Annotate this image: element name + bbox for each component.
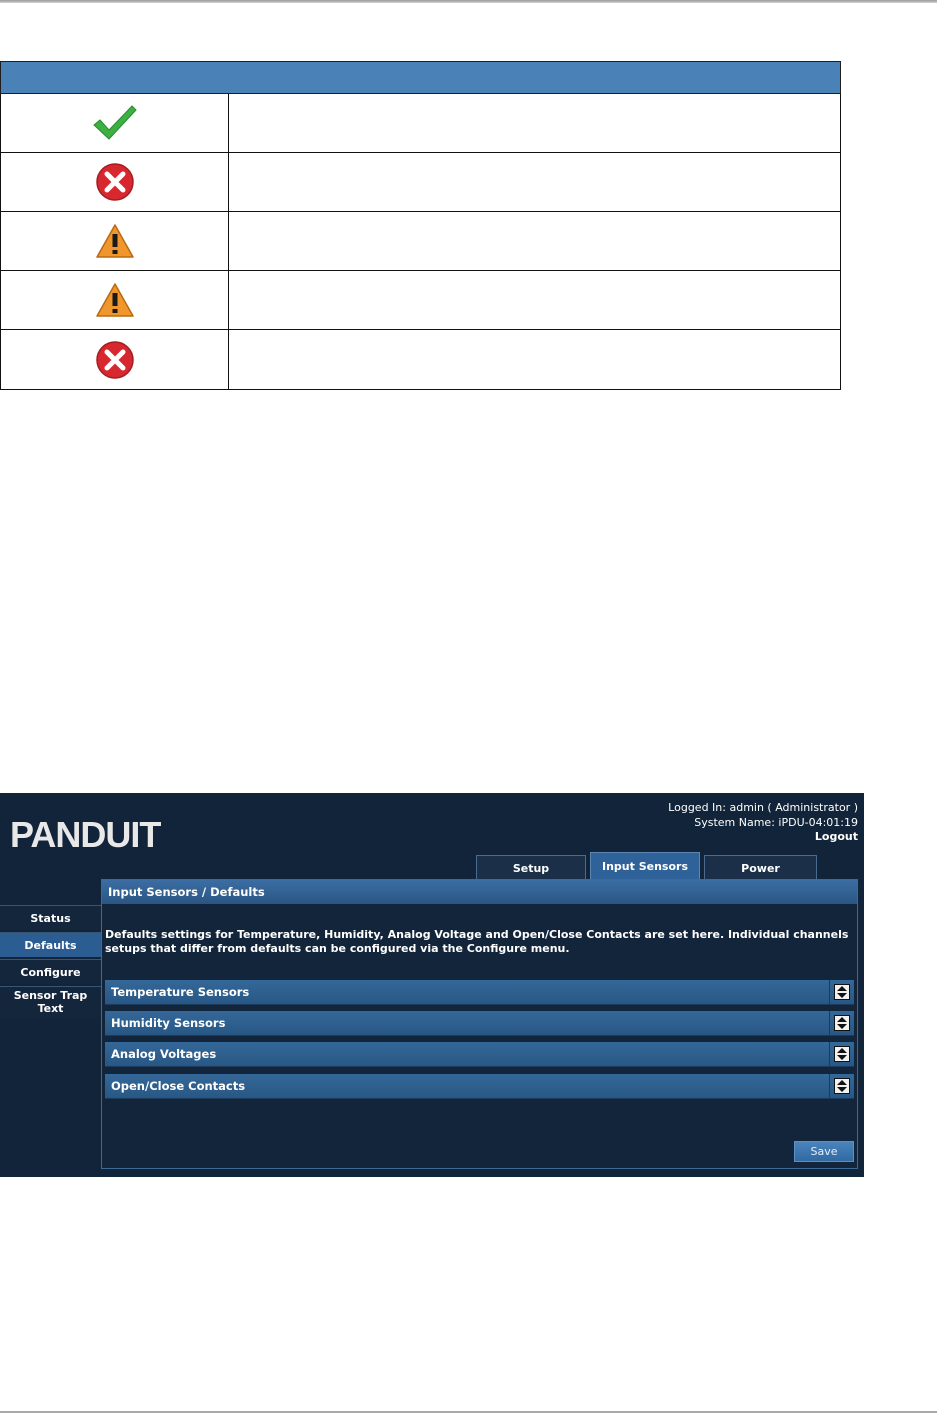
legend-header	[0, 61, 841, 94]
legend-icon-cell	[1, 212, 229, 270]
sidebar-item-sensor-trap-text[interactable]: Sensor Trap Text	[0, 986, 101, 1017]
up-down-arrows-icon	[834, 984, 850, 1000]
legend-icon-cell	[1, 153, 229, 211]
panel-title: Input Sensors / Defaults	[102, 880, 857, 904]
user-info	[668, 801, 858, 845]
save-button[interactable]: Save	[794, 1141, 854, 1162]
legend-row	[0, 153, 841, 212]
status-legend-table	[0, 61, 841, 390]
up-down-arrows-icon	[834, 1078, 850, 1094]
panel-description: Defaults settings for Temperature, Humidity, Analog Voltage and Open/Close Contacts are set here. Individual channels setups that differ from defaults can be configured via the Configure menu.	[105, 928, 849, 955]
legend-row	[0, 212, 841, 271]
legend-row	[0, 94, 841, 153]
tab-power[interactable]: Power	[704, 855, 817, 880]
section-label: Humidity Sensors	[111, 1016, 226, 1030]
panduit-logo: PANDUIT	[10, 814, 161, 855]
red-x-icon	[95, 340, 135, 380]
bottom-rule	[0, 1411, 937, 1413]
top-rule	[0, 0, 937, 3]
orange-warning-icon	[95, 223, 135, 259]
up-down-arrows-icon	[834, 1015, 850, 1031]
section-label: Temperature Sensors	[111, 985, 250, 999]
expand-toggle[interactable]	[829, 1074, 854, 1098]
tab-input-sensors[interactable]: Input Sensors	[590, 852, 700, 880]
legend-description	[229, 330, 840, 389]
legend-icon-cell	[1, 330, 229, 389]
section-humidity-sensors[interactable]	[105, 1011, 854, 1036]
legend-description	[229, 271, 840, 329]
section-temperature-sensors[interactable]	[105, 980, 854, 1005]
red-x-icon	[95, 162, 135, 202]
section-label: Analog Voltages	[111, 1047, 217, 1061]
logout-link[interactable]: Logout	[814, 830, 858, 843]
logged-in-text: Logged In: admin ( Administrator )	[668, 801, 858, 814]
pdu-web-ui	[0, 793, 864, 1177]
sidebar	[0, 905, 101, 1019]
legend-row	[0, 330, 841, 390]
orange-warning-icon	[95, 282, 135, 318]
section-label: Open/Close Contacts	[111, 1079, 246, 1093]
section-analog-voltages[interactable]	[105, 1042, 854, 1067]
legend-icon-cell	[1, 271, 229, 329]
green-check-icon	[92, 103, 138, 143]
expand-toggle[interactable]	[829, 1042, 854, 1066]
legend-icon-cell	[1, 94, 229, 152]
legend-row	[0, 271, 841, 330]
sidebar-item-status[interactable]: Status	[0, 905, 101, 930]
sidebar-item-configure[interactable]: Configure	[0, 959, 101, 984]
expand-toggle[interactable]	[829, 1011, 854, 1035]
expand-toggle[interactable]	[829, 980, 854, 1004]
legend-description	[229, 153, 840, 211]
legend-description	[229, 212, 840, 270]
section-open-close-contacts[interactable]	[105, 1074, 854, 1099]
legend-description	[229, 94, 840, 152]
main-tabs	[476, 852, 817, 879]
sidebar-item-defaults[interactable]: Defaults	[0, 932, 101, 957]
up-down-arrows-icon	[834, 1046, 850, 1062]
system-name-text: System Name: iPDU-04:01:19	[694, 815, 858, 829]
tab-setup[interactable]: Setup	[476, 855, 586, 880]
defaults-panel	[101, 879, 858, 1169]
